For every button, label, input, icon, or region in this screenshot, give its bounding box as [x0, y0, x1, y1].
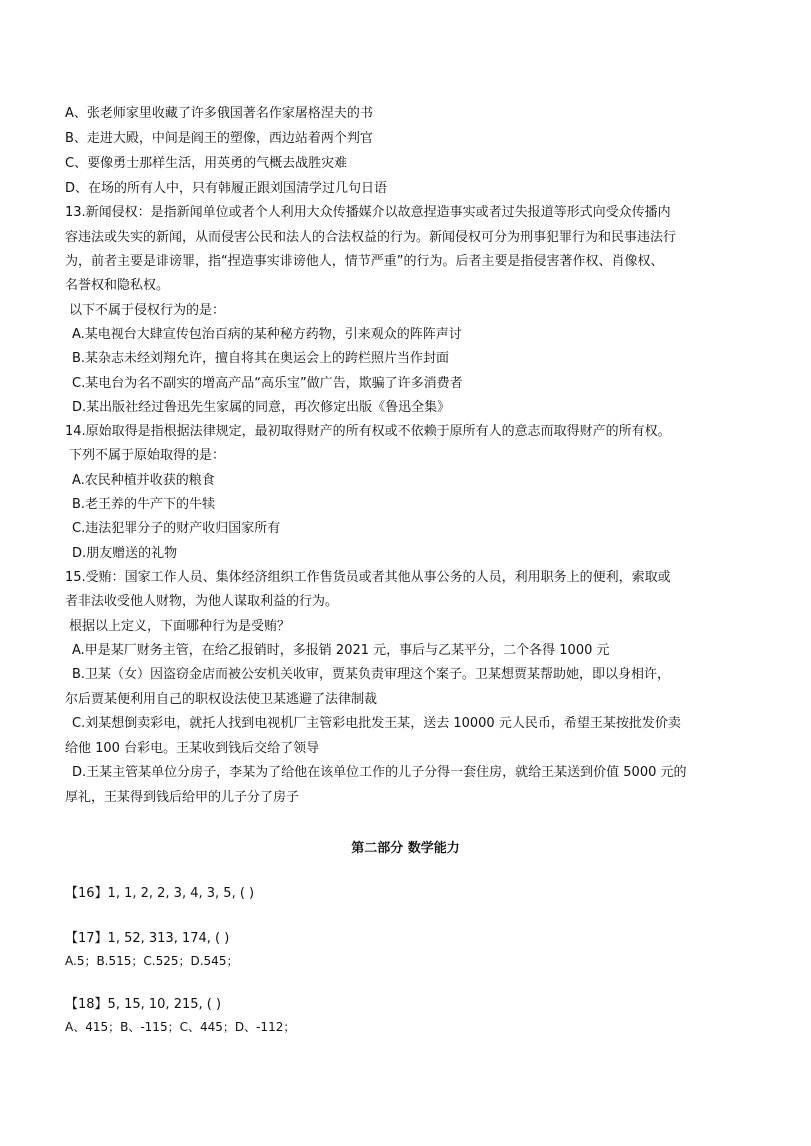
q13-definition-line-3: 为，前者主要是诽谤罪，指“捏造事实诽谤他人，情节严重”的行为。后者主要是指侵害著作权、肖像权、	[65, 254, 664, 269]
q15-option-c-line-1: C.刘某想倒卖彩电，就托人找到电视机厂主管彩电批发王某，送去 10000 元人民币，希望王某按批发价卖	[72, 716, 681, 731]
q13-definition-line-2: 容违法或失实的新闻，从而侵害公民和法人的合法权益的行为。新闻侵权可分为刑事犯罪行为和民事违法行	[65, 230, 677, 245]
q15-option-c-line-2: 给他 100 台彩电。王某收到钱后交给了领导	[65, 741, 320, 756]
q15-option-d-line-1: D.王某主管某单位分房子，李某为了给他在该单位工作的儿子分得一套住房，就给王某送到价值 5000 元的	[72, 765, 687, 780]
q15-option-d-line-2: 厚礼，王某得到钱后给甲的儿子分了房子	[65, 790, 300, 805]
q13-option-b: B.某杂志未经刘翔允许，擅自将其在奥运会上的跨栏照片当作封面	[72, 351, 450, 366]
q14-question: 下列不属于原始取得的是：	[69, 448, 226, 463]
q17-stem: 【17】1, 52, 313, 174, ( )	[65, 931, 230, 946]
q15-option-b-line-1: B.卫某（女）因盗窃金店而被公安机关收审，贾某负责审理这个案子。卫某想贾某帮助她，即以身相许，	[72, 667, 671, 682]
q12-option-b: B、走进大殿，中间是阎王的塑像，西边站着两个判官	[65, 131, 373, 146]
q15-definition-line-2: 者非法收受他人财物，为他人谋取利益的行为。	[65, 594, 339, 609]
q13-option-c: C.某电台为名不副实的增高产品“高乐宝”做广告，欺骗了许多消费者	[72, 376, 463, 391]
q17-options: A.5；B.515；C.525；D.545；	[65, 954, 239, 968]
q13-option-d: D.某出版社经过鲁迅先生家属的同意，再次修定出版《鲁迅全集》	[72, 400, 451, 415]
q13-option-a: A.某电视台大肆宣传包治百病的某种秘方药物，引来观众的阵阵声讨	[72, 327, 462, 342]
q14-option-d: D.朋友赠送的礼物	[72, 546, 178, 561]
q13-definition-line-4: 名誉权和隐私权。	[65, 278, 170, 293]
q12-option-d: D、在场的所有人中，只有韩履正跟刘国清学过几句日语	[65, 181, 388, 196]
q18-options: A、415；B、-115；C、445；D、-112；	[65, 1020, 296, 1034]
q14-definition: 14.原始取得是指根据法律规定，最初取得财产的所有权或不依赖于原所有人的意志而取得财产的所有权。	[65, 424, 671, 439]
q15-option-a: A.甲是某厂财务主管，在给乙报销时，多报销 2021 元，事后与乙某平分，二个各得 1000 元	[72, 643, 610, 658]
q16-stem: 【16】1, 1, 2, 2, 3, 4, 3, 5, ( )	[65, 886, 255, 901]
q12-option-a: A、张老师家里收藏了许多俄国著名作家屠格涅夫的书	[65, 106, 373, 121]
q15-definition-line-1: 15.受贿：国家工作人员、集体经济组织工作售货员或者其他从事公务的人员，利用职务上的便利，索取或	[65, 570, 671, 585]
q14-option-b: B.老王养的牛产下的牛犊	[72, 497, 216, 512]
q18-stem: 【18】5, 15, 10, 215, ( )	[65, 997, 222, 1012]
q13-question: 以下不属于侵权行为的是：	[69, 303, 226, 318]
q15-question: 根据以上定义，下面哪种行为是受贿？	[69, 619, 291, 634]
q12-option-c: C、要像勇士那样生活，用英勇的气概去战胜灾难	[65, 156, 348, 171]
q13-definition-line-1: 13.新闻侵权：是指新闻单位或者个人利用大众传播媒介以故意捏造事实或者过失报道等形式向受众传播内	[65, 205, 671, 220]
q15-option-b-line-2: 尔后贾某便利用自己的职权设法使卫某逃避了法律制裁	[65, 692, 378, 707]
q14-option-a: A.农民种植并收获的粮食	[72, 473, 215, 488]
part2-title: 第二部分 数学能力	[351, 841, 460, 856]
q14-option-c: C.违法犯罪分子的财产收归国家所有	[72, 521, 281, 536]
